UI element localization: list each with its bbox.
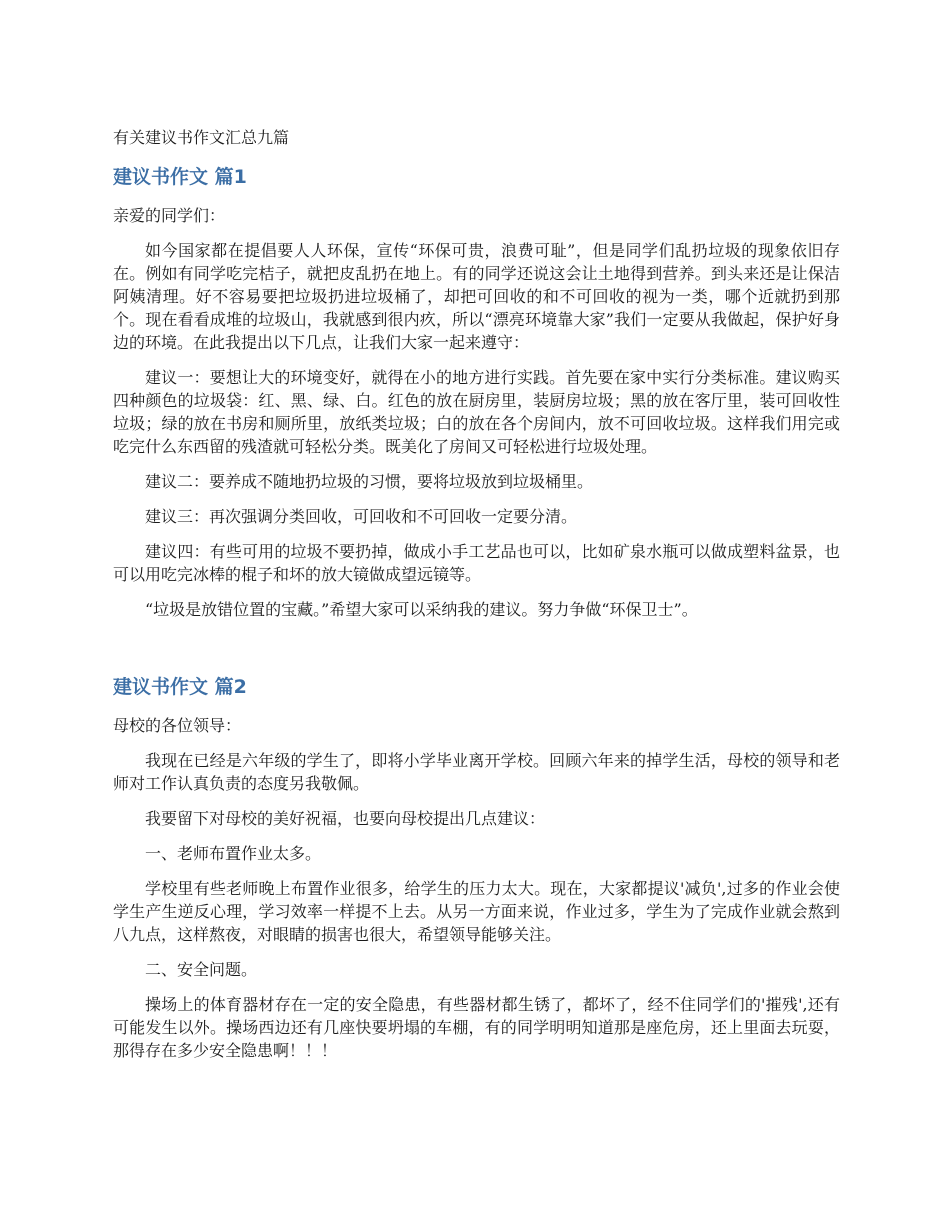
section-heading: 建议书作文 篇1 — [113, 166, 247, 188]
paragraph: 建议一：要想让大的环境变好，就得在小的地方进行实践。首先要在家中实行分类标准。建议购买四种颜色的垃圾袋：红、黑、绿、白。红色的放在厨房里，装厨房垃圾；黑的放在客厅里，装可回收性垃圾；绿的放在书房和厕所里，放纸类垃圾；白的放在各个房间内，放不可回收垃圾。这样我们用完或吃完什么东西留的残渣就可轻松分类。既美化了房间又可轻松进行垃圾处理。 — [113, 368, 840, 456]
paragraph: 我现在已经是六年级的学生了，即将小学毕业离开学校。回顾六年来的掉学生活，母校的领导和老师对工作认真负责的态度另我敬佩。 — [113, 751, 840, 793]
essay-section-2 — [113, 674, 840, 1062]
section-heading: 建议书作文 篇2 — [113, 676, 247, 698]
paragraph: 建议二：要养成不随地扔垃圾的习惯，要将垃圾放到垃圾桶里。 — [145, 472, 594, 491]
paragraph: 学校里有些老师晚上布置作业很多，给学生的压力太大。现在，大家都提议'减负',过多的作业会使学生产生逆反心理，学习效率一样提不上去。从另一方面来说，作业过多，学生为了完成作业就会熬到八九点，这样熬夜，对眼睛的损害也很大，希望领导能够关注。 — [113, 879, 840, 944]
paragraph: 建议四：有些可用的垃圾不要扔掉，做成小手工艺品也可以，比如矿泉水瓶可以做成塑料盆景，也可以用吃完冰棒的棍子和坏的放大镜做成望远镜等。 — [113, 542, 840, 584]
essay-section-1 — [113, 164, 840, 621]
paragraph: 一、老师布置作业太多。 — [145, 844, 322, 863]
paragraph: 我要留下对母校的美好祝福，也要向母校提出几点建议： — [145, 809, 546, 828]
document-title: 有关建议书作文汇总九篇 — [113, 128, 290, 147]
paragraph: 操场上的体育器材存在一定的安全隐患，有些器材都生锈了，都坏了，经不住同学们的'摧残',还有可能发生以外。操场西边还有几座快要坍塌的车棚，有的同学明明知道那是座危房，还上里面去玩耍，那得存在多少安全隐患啊！！！ — [113, 995, 840, 1060]
salutation: 亲爱的同学们： — [113, 206, 226, 225]
salutation: 母校的各位领导： — [113, 716, 242, 735]
paragraph: 如今国家都在提倡要人人环保，宣传“环保可贵，浪费可耻”，但是同学们乱扔垃圾的现象依旧存在。例如有同学吃完桔子，就把皮乱扔在地上。有的同学还说这会让土地得到营养。到头来还是让保洁阿姨清理。好不容易要把垃圾扔进垃圾桶了，却把可回收的和不可回收的视为一类，哪个近就扔到那个。现在看看成堆的垃圾山，我就感到很内疚，所以“漂亮环境靠大家”我们一定要从我做起，保护好身边的环境。在此我提出以下几点，让我们大家一起来遵守： — [113, 241, 840, 352]
paragraph: 建议三：再次强调分类回收，可回收和不可回收一定要分清。 — [145, 507, 578, 526]
paragraph: 二、安全问题。 — [145, 960, 258, 979]
paragraph: “垃圾是放错位置的宝藏。”希望大家可以采纳我的建议。努力争做“环保卫士”。 — [145, 600, 698, 619]
